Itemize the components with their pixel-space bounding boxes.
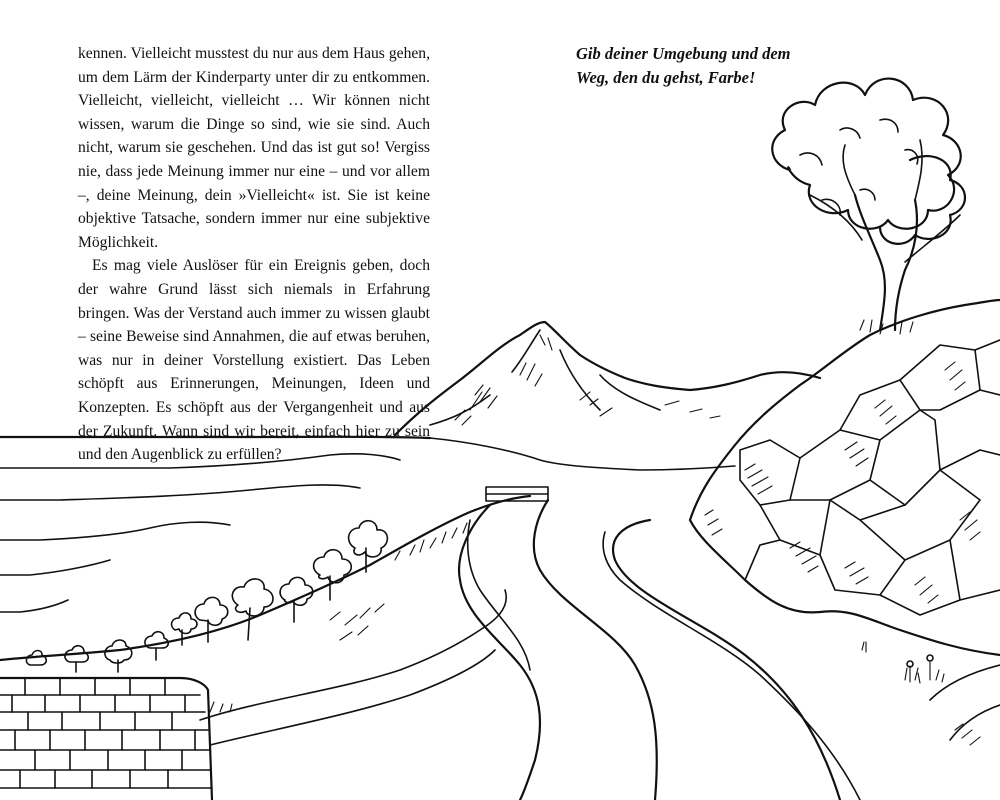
caption: Gib deiner Umgebung und dem Weg, den du gehst, Farbe!	[576, 44, 791, 87]
rocky-cliff	[690, 300, 1000, 745]
big-tree	[772, 79, 965, 334]
grass-tufts	[210, 642, 944, 712]
paragraph-1: kennen. Vielleicht musstest du nur aus dem Haus gehen, um dem Lärm der Kinderparty unter dir zu entkommen. Vielleicht, vielleicht, vielleicht … Wir können nicht wissen, warum die Dinge so sind, wie sie sind. Auch nicht, warum sie geschehen. Und das ist gut so! Vergiss nie, dass jede Meinung immer nur eine – und vor allem –, deine Meinung, dein »Vielleicht« ist. Sie ist keine objektive Tatsache, sondern immer nur eine subjektive Möglichkeit.	[78, 45, 430, 251]
stone-wall	[0, 678, 212, 800]
body-text	[78, 42, 430, 467]
mountains	[395, 322, 820, 435]
coast-land	[0, 496, 530, 660]
coast-trees	[26, 521, 387, 672]
paragraph-2: Es mag viele Auslöser für ein Ereignis geben, doch der wahre Grund lässt sich niemals in Erfahrung bringen. Was der Verstand auch immer zu wissen glaubt – seine Beweise sind Annahmen, die auf etwas beruhen, was nur in deiner Vorstellung existiert. Das Leben schöpft aus Erinnerungen, Meinungen, Ideen und Konzepten. Es schöpft aus der Vergangenheit und aus der Zukunft. Wann sind wir bereit, einfach hier zu sein und den Augenblick zu erfüllen?	[78, 257, 430, 464]
